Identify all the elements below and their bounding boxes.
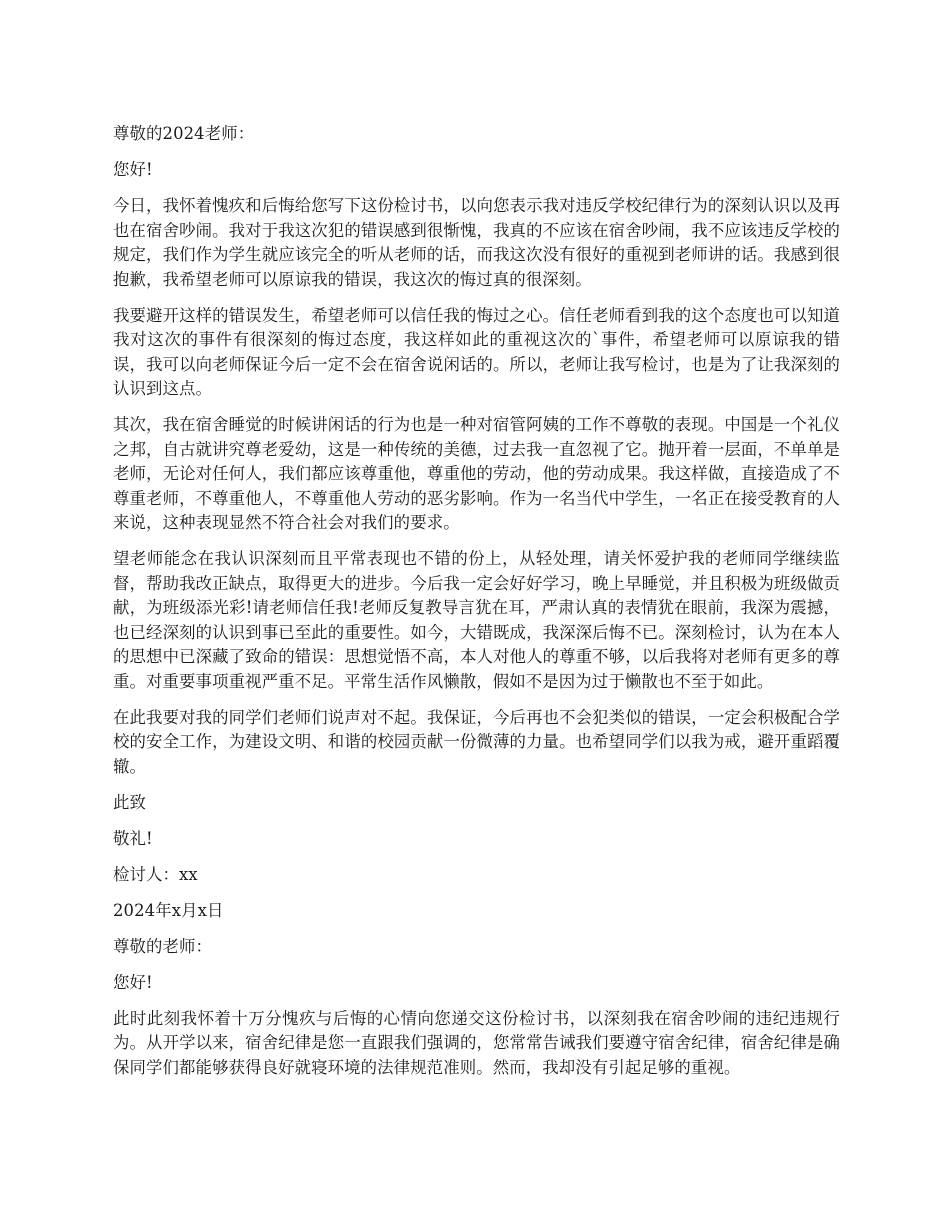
salutation: 尊敬的老师：: [113, 936, 213, 956]
body-paragraph: 其次，我在宿舍睡觉的时候讲闲话的行为也是一种对宿管阿姨的工作不尊敬的表现。中国是一个礼仪之邦，自古就讲究尊老爱幼，这是一种传统的美德，过去我一直忽视了它。抛开着一层面，不单单是老师，无论对任何人，我们都应该尊重他，尊重他的劳动，他的劳动成果。我这样做，直接造成了不尊重老师，不尊重他人，不尊重他人劳动的恶劣影响。作为一名当代中学生，一名正在接受教育的人来说，这种表现显然不符合社会对我们的要求。: [113, 415, 840, 532]
body-paragraph: 望老师能念在我认识深刻而且平常表现也不错的份上，从轻处理，请关怀爱护我的老师同学继续监督，帮助我改正缺点，取得更大的进步。今后我一定会好好学习，晚上早睡觉，并且积极为班级做贡献，为班级添光彩!请老师信任我!老师反复教导言犹在耳，严肃认真的表情犹在眼前，我深为震撼，也已经深刻的认识到事已至此的重要性。如今，大错既成，我深深后悔不已。深刻检讨，认为在本人的思想中已深藏了致命的错误：思想觉悟不高，本人对他人的尊重不够，以后我将对老师有更多的尊重。对重要事项重视严重不足。平常生活作风懒散，假如不是因为过于懒散也不至于如此。: [113, 549, 840, 691]
greeting: 您好!: [113, 160, 153, 179]
salutation: 尊敬的2024老师：: [113, 124, 255, 143]
body-paragraph: 在此我要对我的同学们老师们说声对不起。我保证，今后再也不会犯类似的错误，一定会积极配合学校的安全工作，为建设文明、和谐的校园贡献一份微薄的力量。也希望同学们以我为戒，避开重蹈覆辙。: [113, 707, 840, 776]
signature: 检讨人：xx: [113, 864, 198, 884]
closing-line: 此致: [113, 792, 147, 812]
body-paragraph: 此时此刻我怀着十万分愧疚与后悔的心情向您递交这份检讨书，以深刻我在宿舍吵闹的违纪违规行为。从开学以来，宿舍纪律是您一直跟我们强调的，您常常告诫我们要遵守宿舍纪律，宿舍纪律是确保同学们都能够获得良好就寝环境的法律规范准则。然而，我却没有引起足够的重视。: [113, 1008, 840, 1077]
greeting: 您好!: [113, 972, 153, 992]
document-body: [113, 122, 840, 1092]
body-paragraph: 今日，我怀着愧疚和后悔给您写下这份检讨书，以向您表示我对违反学校纪律行为的深刻认识以及再也在宿舍吵闹。我对于我这次犯的错误感到很惭愧，我真的不应该在宿舍吵闹，我不应该违反学校的规定，我们作为学生就应该完全的听从老师的话，而我这次没有很好的重视到老师讲的话。我感到很抱歉，我希望老师可以原谅我的错误，我这次的悔过真的很深刻。: [113, 196, 840, 289]
closing-salute: 敬礼!: [113, 828, 153, 848]
body-paragraph: 我要避开这样的错误发生，希望老师可以信任我的悔过之心。信任老师看到我的这个态度也可以知道我对这次的事件有很深刻的悔过态度，我这样如此的重视这次的`事件，希望老师可以原谅我的错误，我可以向老师保证今后一定不会在宿舍说闲话的。所以，老师让我写检讨，也是为了让我深刻的认识到这点。: [113, 305, 840, 398]
date-line: 2024年x月x日: [113, 900, 224, 920]
